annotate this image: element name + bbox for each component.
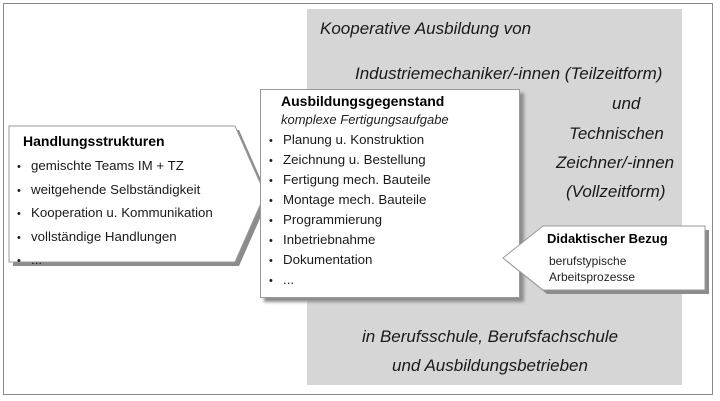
bullet-icon: • [17, 161, 21, 173]
list-item-label: Programmierung [283, 212, 383, 227]
list-item-label: Kooperation u. Kommunikation [31, 205, 213, 220]
bullet-icon: • [269, 235, 273, 247]
list-item-label: ... [283, 272, 295, 287]
list-item-label: Montage mech. Bauteile [283, 192, 427, 207]
trainee-zeichner: Zeichner/-innen [556, 153, 675, 172]
handlungsstrukturen-title: Handlungsstrukturen [23, 133, 165, 149]
trainee-technischen: Technischen [569, 124, 664, 143]
list-item [17, 154, 213, 178]
bullet-icon: • [269, 175, 273, 187]
ausbildungsgegenstand-box [260, 89, 520, 298]
bullet-icon: • [269, 135, 273, 147]
bullet-icon: • [269, 195, 273, 207]
trainee-und: und [612, 94, 641, 113]
list-item-label: Dokumentation [283, 252, 373, 267]
list-item [269, 230, 431, 250]
bullet-icon: • [17, 184, 21, 197]
panel-title: Kooperative Ausbildung von [320, 19, 532, 38]
didaktischer-bezug-text-1: berufstypische [549, 254, 627, 268]
bullet-icon: • [269, 215, 273, 227]
list-item [17, 201, 213, 225]
list-item-label: Zeichnung u. Bestellung [283, 152, 426, 167]
ausbildungsgegenstand-list [269, 130, 431, 290]
trainee-vollzeitform: (Vollzeitform) [566, 182, 666, 201]
list-item-label: Planung u. Konstruktion [283, 132, 425, 147]
list-item [269, 130, 431, 150]
list-item [269, 170, 431, 190]
didaktischer-bezug-box [503, 226, 711, 294]
list-item-label: Fertigung mech. Bauteile [283, 172, 431, 187]
handlungsstrukturen-list [17, 154, 213, 272]
didaktischer-bezug-text-2: Arbeitsprozesse [549, 270, 636, 284]
bullet-icon: • [269, 255, 273, 267]
bullet-icon: • [17, 255, 21, 267]
list-item [269, 190, 431, 210]
list-item [17, 178, 213, 202]
list-item-label: ... [31, 252, 43, 267]
list-item [17, 248, 213, 272]
ausbildungsgegenstand-subtitle: komplexe Fertigungsaufgabe [281, 112, 449, 127]
list-item [269, 210, 431, 230]
handlungsstrukturen-box [7, 124, 269, 271]
list-item-label: gemischte Teams IM + TZ [31, 158, 184, 173]
list-item [269, 150, 431, 170]
list-item [269, 250, 431, 270]
bullet-icon: • [269, 275, 273, 287]
trainee-industriemechaniker: Industriemechaniker/-innen (Teilzeitform) [355, 64, 663, 83]
list-item-label: weitgehende Selbständigkeit [31, 181, 201, 197]
location-line-2: und Ausbildungsbetrieben [392, 356, 588, 375]
list-item [17, 225, 213, 249]
bullet-icon: • [269, 155, 273, 167]
ausbildungsgegenstand-title: Ausbildungsgegenstand [281, 93, 445, 109]
list-item-label: Inbetriebnahme [283, 232, 376, 247]
list-item [269, 270, 431, 290]
list-item-label: vollständige Handlungen [31, 228, 177, 244]
bullet-icon: • [17, 231, 21, 244]
location-line-1: in Berufsschule, Berufsfachschule [362, 327, 619, 346]
bullet-icon: • [17, 208, 21, 220]
didaktischer-bezug-title: Didaktischer Bezug [547, 231, 668, 246]
